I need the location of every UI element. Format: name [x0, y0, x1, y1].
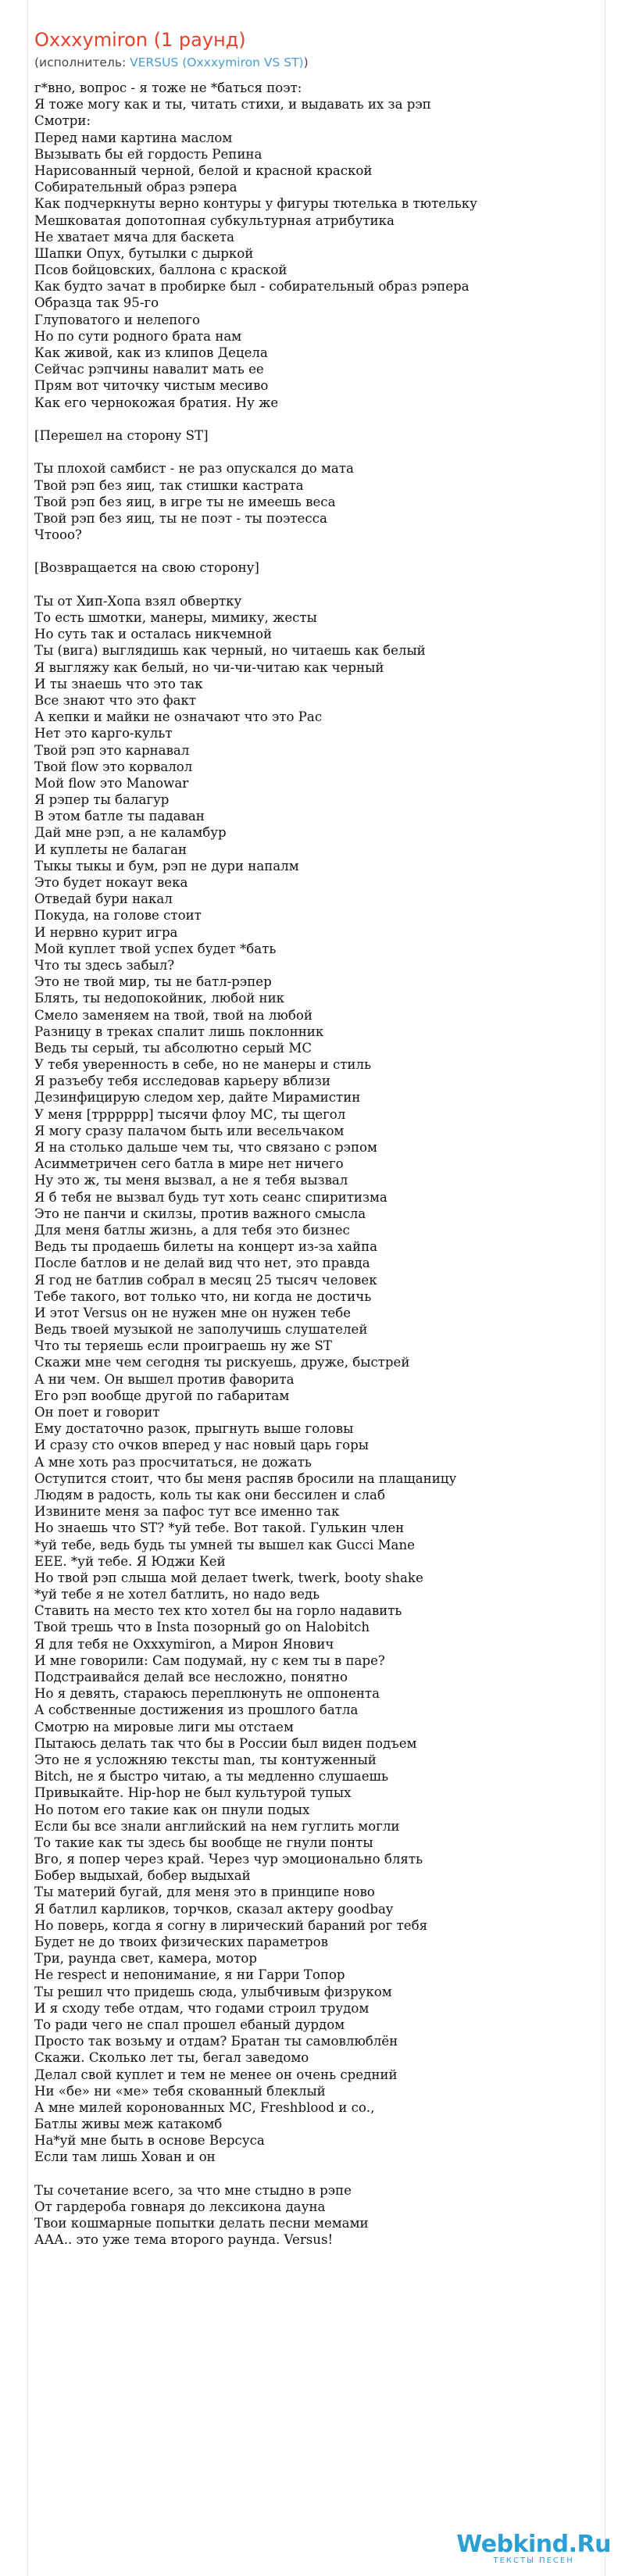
lyric-line: После батлов и не делай вид что нет, это правда — [34, 1256, 370, 1271]
lyric-line: Дай мне рэп, а не каламбур — [34, 825, 227, 841]
lyric-line: А мне милей коронованных МС, Freshblood и со., — [34, 2099, 375, 2115]
lyric-line: Разницу в треках спалит лишь поклонник — [34, 1024, 324, 1039]
lyric-line: Ты сочетание всего, за что мне стыдно в рэпе — [34, 2182, 352, 2198]
lyric-line: Твой рэп без яиц, ты не поэт - ты поэтесса — [34, 510, 327, 526]
lyric-blank-line — [34, 411, 605, 427]
lyric-line: ААА.. это уже тема второго раунда. Versus! — [34, 2232, 334, 2248]
lyric-line: Вызывать бы ей гордость Репина — [34, 146, 262, 162]
lyric-line: *уй тебе, ведь будь ты умней ты вышел как Gucci Mane — [34, 1537, 415, 1552]
lyric-line: Скажи. Сколько лет ты, бегал заведомо — [34, 2050, 309, 2066]
lyric-line: Если там лишь Хован и он — [34, 2149, 216, 2165]
lyric-blank-line — [34, 444, 605, 460]
lyric-line: г*вно, вопрос - я тоже не *баться поэт: — [34, 80, 302, 95]
lyric-line: Ставить на место тех кто хотел бы на горло надавить — [34, 1603, 402, 1619]
lyric-line: Это не твой мир, ты не батл-рэпер — [34, 974, 272, 990]
lyric-line: Ему достаточно разок, прыгнуть выше головы — [34, 1421, 354, 1437]
lyric-line: Мой куплет твой успех будет *бать — [34, 941, 277, 956]
lyric-line: Перед нами картина маслом — [34, 130, 233, 145]
lyric-line: Чтооо? — [34, 527, 82, 543]
lyric-line: Ты (вига) выглядишь как черный, но читаешь как белый — [34, 643, 426, 659]
lyric-line: Ведь ты продаешь билеты на концерт из-за хайпа — [34, 1239, 378, 1255]
lyric-line: Что ты здесь забыл? — [34, 957, 175, 973]
lyric-line: Но знаешь что ST? *уй тебе. Вот такой. Гулькин член — [34, 1520, 405, 1536]
lyric-line: Вго, я попер через край. Через чур эмоционально блять — [34, 1852, 423, 1867]
lyric-line: Смотрю на мировые лиги мы отстаем — [34, 1719, 294, 1735]
lyric-line: Ты плохой самбист - не раз опускался до мата — [34, 461, 354, 477]
lyric-line: Я год не батлив собрал в месяц 25 тысяч человек — [34, 1272, 377, 1288]
lyric-line: Твой flow это корвалол — [34, 759, 193, 774]
lyric-line: Делал свой куплет и тем не менее он очень средний — [34, 2067, 398, 2082]
watermark-tagline: ТЕКСТЫ ПЕСЕН — [493, 2556, 574, 2565]
lyrics-page — [27, 0, 605, 2576]
lyric-line: Скажи мне чем сегодня ты рискуешь, друже, быстрей — [34, 1355, 410, 1370]
lyric-line: Как подчеркнуты верно контуры у фигуры тютелька в тютельку — [34, 196, 477, 212]
lyric-line: Ни «бе» ни «ме» тебя скованный блеклый — [34, 2083, 326, 2099]
lyric-line: Я выгляжу как белый, но чи-чи-читаю как черный — [34, 659, 384, 675]
lyric-line: Твой рэп без яиц, так стишки кастрата — [34, 477, 304, 493]
lyric-line: Блять, ты недопокойник, любой ник — [34, 991, 285, 1006]
lyric-line: Образца так 95-го — [34, 295, 159, 311]
lyric-line: Привыкайте. Hip-hop не был культурой тупых — [34, 1785, 352, 1801]
lyric-line: Я могу сразу палачом быть или весельчаком — [34, 1123, 345, 1138]
lyric-line: Отведай бури накал — [34, 891, 173, 907]
lyric-line: А кепки и майки не означают что это Рас — [34, 709, 323, 725]
lyric-line: Псов бойцовских, баллона с краской — [34, 263, 288, 278]
lyric-line: И куплеты не балаган — [34, 841, 188, 857]
lyric-line: Тыкы тыкы и бум, рэп не дури напалм — [34, 858, 299, 874]
lyric-line: Твои кошмарные попытки делать песни мемами — [34, 2216, 369, 2231]
lyric-line: И нервно курит игра — [34, 924, 178, 940]
lyric-line: Твой рэп без яиц, в игре ты не имеешь веса — [34, 494, 336, 509]
lyric-line: От гардероба говнаря до лексикона дауна — [34, 2199, 326, 2214]
lyric-line: Покуда, на голове стоит — [34, 908, 202, 924]
lyric-line: Ведь твоей музыкой не заполучишь слушателей — [34, 1322, 368, 1338]
lyric-line: Оступится стоит, что бы меня распяв бросили на плащаницу — [34, 1470, 457, 1486]
lyric-line: Ты материй бугай, для меня это в принципе ново — [34, 1885, 375, 1900]
lyric-line: Если бы все знали английский на нем гуглить могли — [34, 1818, 400, 1834]
lyric-line: Но поверь, когда я согну в лирический бараний рог тебя — [34, 1917, 428, 1933]
lyric-line: И ты знаешь что это так — [34, 676, 203, 691]
lyric-line: Это не панчи и скилзы, против важного смысла — [34, 1206, 366, 1221]
lyric-line: Как его чернокожая братия. Ну же — [34, 395, 279, 410]
lyric-line: Тебе такого, вот только что, ни когда не достичь — [34, 1288, 372, 1304]
lyric-line: То такие как ты здесь бы вообще не гнули понты — [34, 1835, 373, 1850]
lyric-line: Не respect и непонимание, я ни Гарри Топор — [34, 1967, 345, 1983]
lyric-line: Но я девять, стараюсь переплюнуть не оппонента — [34, 1686, 380, 1702]
lyric-line: Это не я усложняю тексты man, ты контуженный — [34, 1752, 377, 1767]
lyric-line: Я на столько дальше чем ты, что связано с рэпом — [34, 1140, 377, 1155]
lyric-line: Мешковатая допотопная субкультурная атрибутика — [34, 213, 395, 228]
lyric-line: Ты от Хип-Хопа взял обвертку — [34, 593, 242, 609]
lyric-line: Ведь ты серый, ты абсолютно серый МС — [34, 1040, 312, 1056]
lyric-line: Будет не до твоих физических параметров — [34, 1935, 328, 1949]
lyric-line: Нарисованный черной, белой и красной краской — [34, 163, 373, 178]
lyric-line: Извините меня за пафос тут все именно так — [34, 1504, 340, 1520]
lyric-line: И сразу сто очков вперед у нас новый царь горы — [34, 1438, 369, 1453]
lyric-line: Я разъебу тебя исследовав карьеру вблизи — [34, 1074, 330, 1089]
lyric-line: То есть шмотки, манеры, мимику, жесты — [34, 610, 317, 625]
lyric-line: Подстраивайся делай все несложно, понятно — [34, 1670, 348, 1685]
lyric-line: Дезинфицирую следом хер, дайте Мирамистин — [34, 1090, 361, 1106]
artist-suffix: ) — [303, 55, 309, 70]
lyric-line: Как будто зачат в пробирке был - собирательный образ рэпера — [34, 279, 470, 295]
lyric-line: Ты решил что придешь сюда, улыбчивым физруком — [34, 1984, 392, 1999]
lyric-line: Я б тебя не вызвал будь тут хоть сеанс спиритизма — [34, 1189, 388, 1205]
watermark-logo: Webkind.Ru — [456, 2531, 611, 2558]
lyric-line: Людям в радость, коль ты как они бессилен и слаб — [34, 1487, 385, 1502]
lyric-line: Три, раунда свет, камера, мотор — [34, 1951, 257, 1967]
lyric-line: В этом батле ты падаван — [34, 809, 205, 824]
lyric-line: [Возвращается на свою сторону] — [34, 560, 259, 576]
lyric-line: Я для тебя не Oxxxymiron, а Мирон Янович — [34, 1636, 334, 1652]
lyric-line: А мне хоть раз просчитаться, не дожать — [34, 1454, 312, 1470]
lyric-line: Просто так возьму и отдам? Братан ты самовлюблён — [34, 2034, 398, 2049]
lyric-line: Твой трешь что в Insta позорный go on Halobitch — [34, 1620, 370, 1635]
lyric-line: Я рэпер ты балагур — [34, 792, 170, 808]
lyric-line: Твой рэп это карнавал — [34, 742, 190, 758]
lyric-line: А собственные достижения из прошлого батла — [34, 1702, 359, 1718]
lyric-line: Ну это ж, ты меня вызвал, а не я тебя вызвал — [34, 1173, 348, 1188]
lyric-line: [Перешел на сторону ST] — [34, 427, 209, 443]
lyric-line: Шапки Опух, бутылки с дыркой — [34, 245, 254, 261]
lyric-line: Не хватает мяча для баскета — [34, 229, 234, 245]
lyric-line: Я батлил карликов, торчков, сказал актеру goodbay — [34, 1901, 394, 1917]
lyric-blank-line — [34, 2166, 605, 2182]
lyric-line: А ни чем. Он вышел против фаворита — [34, 1371, 295, 1387]
lyric-line: И я сходу тебе отдам, что годами строил трудом — [34, 2000, 370, 2016]
lyric-line: Его рэп вообще другой по габаритам — [34, 1388, 290, 1403]
lyric-line: Но потом его такие как он пнули подых — [34, 1802, 310, 1817]
lyric-line: Глуповатого и нелепого — [34, 312, 201, 327]
lyric-line: Что ты теряешь если проиграешь ну же ST — [34, 1338, 332, 1354]
lyric-line: *уй тебе я не хотел батлить, но надо ведь — [34, 1587, 320, 1602]
lyric-line: Для меня батлы жизнь, а для тебя это бизнес — [34, 1222, 350, 1238]
lyric-line: Сейчас рэпчины навалит мать ее — [34, 362, 264, 377]
lyric-line: На*уй мне быть в основе Версуса — [34, 2133, 265, 2149]
lyrics-body — [34, 80, 605, 2249]
lyric-line: Пытаюсь делать так что бы в России был виден подъем — [34, 1735, 417, 1751]
lyric-line: Он поет и говорит — [34, 1405, 160, 1420]
lyric-line: Все знают что это факт — [34, 692, 197, 708]
lyric-line: Нет это карго-культ — [34, 726, 173, 741]
lyric-line: Но твой рэп слыша мой делает twerk, twerk, booty shake — [34, 1570, 423, 1585]
artist-line — [34, 53, 605, 72]
lyric-line: Смотри: — [34, 113, 91, 129]
lyric-line: Асимметричен сего батла в мире нет ничего — [34, 1156, 344, 1172]
lyric-line: Я тоже могу как и ты, читать стихи, и выдавать их за рэп — [34, 97, 431, 113]
lyric-line: То ради чего не спал прошел ебаный дурдом — [34, 2017, 345, 2032]
artist-link[interactable]: VERSUS (Oxxxymiron VS ST) — [130, 55, 304, 70]
artist-prefix: (исполнитель: — [34, 55, 130, 70]
lyric-blank-line — [34, 577, 605, 593]
lyric-line: ЕЕЕ. *уй тебе. Я Юджи Кей — [34, 1553, 226, 1569]
lyric-line: Бобер выдыхай, бобер выдыхай — [34, 1868, 251, 1884]
lyric-line: Мой flow это Manowar — [34, 775, 189, 791]
lyric-line: Как живой, как из клипов Децела — [34, 345, 268, 360]
lyric-line: И этот Versus он не нужен мне он нужен тебе — [34, 1305, 352, 1320]
lyric-line: И мне говорили: Сам подумай, ну с кем ты в паре? — [34, 1652, 385, 1668]
song-title: Oxxxymiron (1 раунд) — [34, 29, 246, 51]
lyric-line: Батлы живы меж катакомб — [34, 2117, 223, 2132]
lyric-line: Bitch, не я быстро читаю, а ты медленно слушаешь — [34, 1769, 388, 1785]
lyric-line: Но суть так и осталась никчемной — [34, 627, 273, 642]
site-watermark — [456, 2531, 611, 2565]
lyric-line: У меня [трррррр] тысячи флоу МС, ты щегол — [34, 1106, 346, 1122]
lyric-line: Смело заменяем на твой, твой на любой — [34, 1007, 312, 1023]
lyric-line: У тебя уверенность в себе, но не манеры и стиль — [34, 1057, 372, 1073]
lyric-blank-line — [34, 543, 605, 559]
lyric-line: Это будет нокаут века — [34, 875, 188, 890]
lyric-line: Собирательный образ рэпера — [34, 180, 238, 195]
lyric-line: Но по сути родного брата нам — [34, 328, 242, 344]
lyric-line: Прям вот читочку чистым месиво — [34, 378, 269, 394]
